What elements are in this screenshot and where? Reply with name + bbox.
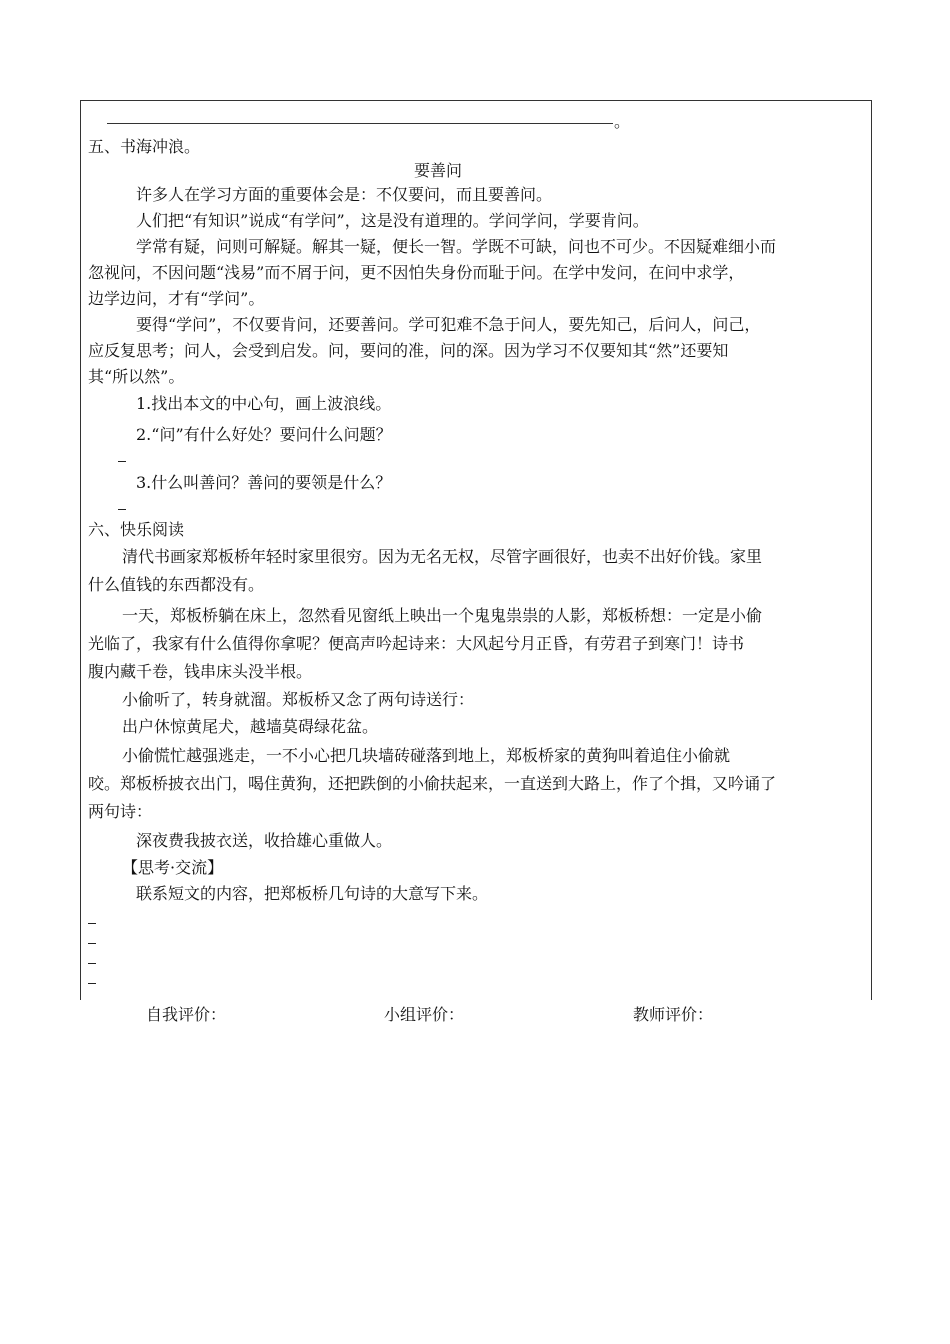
story-line: 咬。郑板桥披衣出门，喝住黄狗，还把跌倒的小偷扶起来，一直送到大路上，作了个揖，又吟诵了 <box>88 774 777 793</box>
answer-blank-line[interactable] <box>107 123 613 124</box>
blank-period: 。 <box>614 112 631 131</box>
question-2: 2.“问”有什么好处？要问什么问题？ <box>136 425 392 444</box>
teacher-evaluation-label: 教师评价： <box>633 1005 714 1024</box>
question-1: 1.找出本文的中心句，画上波浪线。 <box>136 394 392 413</box>
story-line: 光临了，我家有什么值得你拿呢？便高声吟起诗来：大风起兮月正昏，有劳君子到寒门！诗书 <box>88 634 745 653</box>
group-evaluation-label: 小组评价： <box>384 1005 465 1024</box>
article-paragraph: 边学边问，才有“学问”。 <box>88 289 265 308</box>
story-poem-line: 深夜费我披衣送，收拾雄心重做人。 <box>136 831 393 850</box>
answer-line[interactable] <box>88 923 96 924</box>
think-label: 【思考·交流】 <box>122 858 224 877</box>
article-title: 要善问 <box>414 161 463 180</box>
answer-line[interactable] <box>88 983 96 984</box>
self-evaluation-label: 自我评价： <box>146 1005 227 1024</box>
answer-line[interactable] <box>88 963 96 964</box>
story-line: 小偷慌忙越强逃走，一不小心把几块墙砖碰落到地上，郑板桥家的黄狗叫着追住小偷就 <box>122 746 731 765</box>
article-paragraph: 要得“学问”，不仅要肯问，还要善问。学可犯难不急于问人，要先知己，后问人，问己， <box>136 315 761 334</box>
answer-line[interactable] <box>118 509 126 510</box>
story-line: 清代书画家郑板桥年轻时家里很穷。因为无名无权，尽管字画很好，也卖不出好价钱。家里 <box>122 547 763 566</box>
answer-line[interactable] <box>88 943 96 944</box>
answer-line[interactable] <box>118 461 126 462</box>
article-paragraph: 应反复思考；问人，会受到启发。问，要问的准，问的深。因为学习不仅要知其“然”还要知 <box>88 341 729 360</box>
article-paragraph: 许多人在学习方面的重要体会是：不仅要问，而且要善问。 <box>136 185 553 204</box>
article-paragraph: 忽视问，不因问题“浅易”而不屑于问，更不因怕失身份而耻于问。在学中发问，在问中求学， <box>88 263 745 282</box>
story-line: 什么值钱的东西都没有。 <box>88 575 265 594</box>
section5-heading: 五、书海冲浪。 <box>88 137 201 156</box>
story-line: 腹内藏千卷，钱串床头没半根。 <box>88 662 313 681</box>
story-line: 小偷听了，转身就溜。郑板桥又念了两句诗送行： <box>122 690 475 709</box>
story-line: 两句诗： <box>88 802 153 821</box>
section6-heading: 六、快乐阅读 <box>88 520 185 539</box>
article-paragraph: 人们把“有知识”说成“有学问”，这是没有道理的。学问学问，学要肯问。 <box>136 211 649 230</box>
article-paragraph: 学常有疑，问则可解疑。解其一疑，便长一智。学既不可缺，问也不可少。不因疑难细小而 <box>136 237 777 256</box>
article-paragraph: 其“所以然”。 <box>88 367 185 386</box>
think-task: 联系短文的内容，把郑板桥几句诗的大意写下来。 <box>136 884 489 903</box>
question-3: 3.什么叫善问？善问的要领是什么？ <box>136 473 392 492</box>
story-line: 出户休惊黄尾犬，越墙莫碍绿花盆。 <box>122 717 379 736</box>
story-line: 一天，郑板桥躺在床上，忽然看见窗纸上映出一个鬼鬼祟祟的人影，郑板桥想：一定是小偷 <box>122 606 763 625</box>
